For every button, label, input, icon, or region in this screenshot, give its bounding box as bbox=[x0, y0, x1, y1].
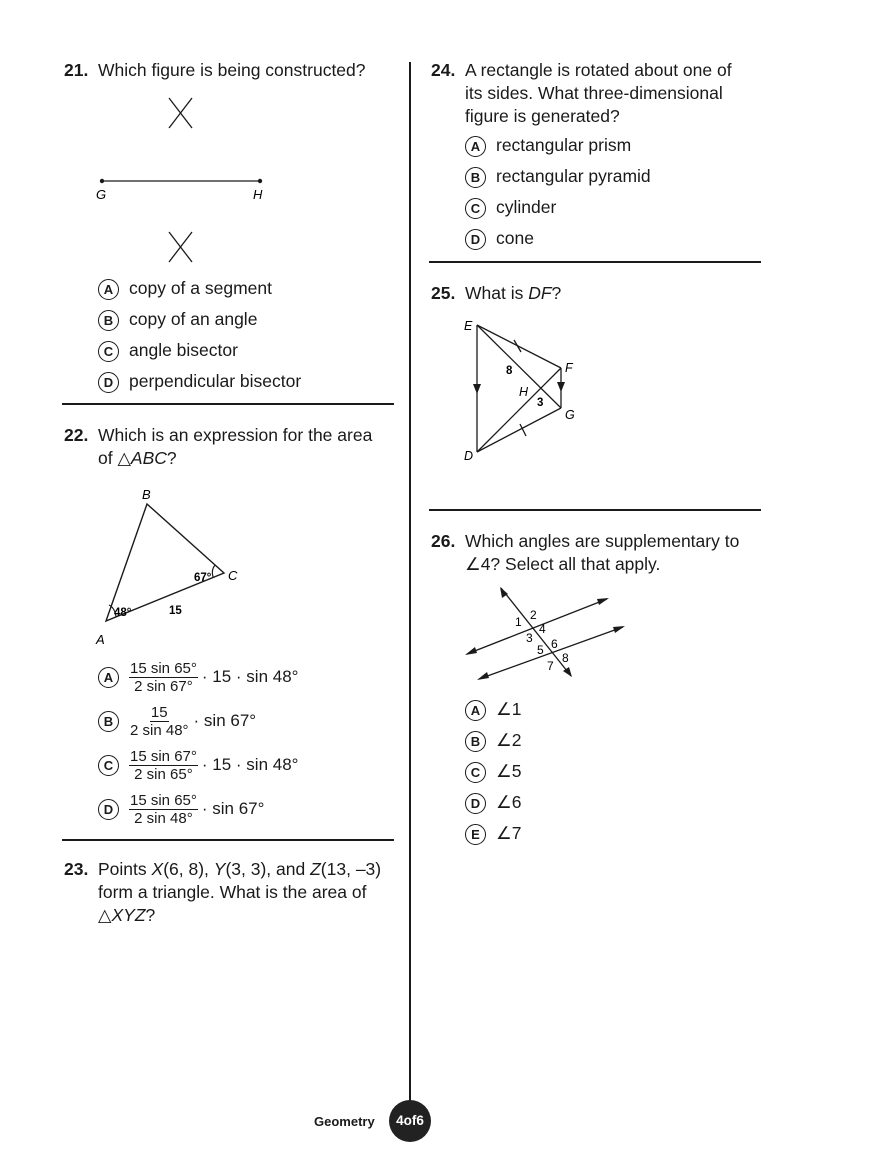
q21-choice-c[interactable] bbox=[98, 338, 238, 362]
angle-label-2: 2 bbox=[530, 608, 537, 622]
angle-c-arc bbox=[212, 565, 215, 577]
question-number: 26. bbox=[431, 531, 456, 551]
choice-text: ∠1 bbox=[496, 699, 522, 719]
angle-label-1: 1 bbox=[515, 615, 522, 629]
choice-letter-a: A bbox=[465, 700, 486, 721]
question-25 bbox=[431, 282, 771, 305]
numerator: 15 bbox=[150, 703, 168, 721]
question-24 bbox=[431, 59, 771, 128]
choice-text: ∠2 bbox=[496, 730, 522, 750]
text-part: What is bbox=[465, 283, 529, 303]
text-part: (13, –3) bbox=[320, 859, 382, 879]
arrow-transversal-top bbox=[500, 587, 508, 598]
choice-text: cylinder bbox=[496, 197, 557, 217]
fraction bbox=[129, 704, 190, 739]
denominator: 2 sin 67° bbox=[134, 677, 193, 695]
choice-text: ∠7 bbox=[496, 823, 522, 843]
label-g: G bbox=[565, 408, 575, 422]
arrow-upper-left bbox=[465, 647, 477, 655]
arrow-fg bbox=[557, 382, 565, 392]
kite-diagram bbox=[455, 312, 585, 472]
q26-choice-a[interactable] bbox=[465, 697, 521, 721]
q24-choice-c[interactable] bbox=[465, 195, 556, 219]
choice-letter-c: C bbox=[98, 341, 119, 362]
text-part: ? bbox=[551, 283, 562, 303]
multiplier: · sin 67° bbox=[193, 711, 257, 731]
q22-choice-c[interactable] bbox=[98, 744, 298, 784]
choice-letter-e: E bbox=[465, 824, 486, 845]
q24-choice-d[interactable] bbox=[465, 226, 534, 250]
upper-arc-marks bbox=[169, 98, 192, 128]
question-text bbox=[465, 282, 771, 305]
text-line1: A rectangle is rotated about one of bbox=[465, 60, 732, 80]
choice-letter-c: C bbox=[465, 198, 486, 219]
q22-choice-d[interactable] bbox=[98, 788, 264, 828]
denominator: 2 sin 48° bbox=[134, 809, 193, 827]
label-h: H bbox=[253, 187, 263, 202]
page-number-badge: 4of6 bbox=[389, 1100, 431, 1142]
angle-c-label: 67° bbox=[194, 572, 212, 584]
multiplier: · 15 · sin 48° bbox=[201, 667, 299, 687]
question-number: 21. bbox=[64, 60, 89, 80]
label-a: A bbox=[96, 632, 105, 647]
segment-df bbox=[477, 368, 561, 452]
point-h bbox=[258, 179, 262, 183]
question-26 bbox=[431, 530, 771, 576]
question-text bbox=[465, 59, 771, 128]
question-text-line1: Which is an expression for the area bbox=[98, 425, 373, 445]
triangle-name: ABC bbox=[130, 448, 167, 468]
q26-choice-b[interactable] bbox=[465, 728, 521, 752]
choice-text: copy of a segment bbox=[129, 278, 272, 298]
question-22 bbox=[64, 424, 404, 470]
point-g bbox=[100, 179, 104, 183]
choice-letter-d: D bbox=[98, 372, 119, 393]
angle-label-4: 4 bbox=[539, 622, 546, 636]
choice-text: rectangular prism bbox=[496, 135, 632, 155]
angle-label-3: 3 bbox=[526, 631, 533, 645]
denominator: 2 sin 48° bbox=[130, 721, 189, 739]
angle-label-5: 5 bbox=[537, 643, 544, 657]
triangle-name: XYZ bbox=[111, 905, 146, 925]
construction-diagram bbox=[90, 92, 290, 272]
point-x: X bbox=[151, 859, 164, 879]
denominator: 2 sin 65° bbox=[134, 765, 193, 783]
triangle-abc bbox=[106, 504, 224, 621]
text-line2: form a triangle. What is the area of bbox=[98, 882, 367, 902]
column-divider bbox=[409, 62, 411, 1122]
choice-letter-d: D bbox=[465, 793, 486, 814]
tick-ef bbox=[514, 340, 521, 352]
question-number: 25. bbox=[431, 283, 456, 303]
choice-letter-b: B bbox=[98, 310, 119, 331]
side-ac-label: 15 bbox=[169, 605, 182, 617]
choice-text: angle bisector bbox=[129, 340, 238, 360]
q26-choice-d[interactable] bbox=[465, 790, 521, 814]
choice-letter-c: C bbox=[98, 755, 119, 776]
point-y: Y bbox=[213, 859, 226, 879]
point-z: Z bbox=[310, 859, 321, 879]
choice-text: ∠5 bbox=[496, 761, 522, 781]
question-text-post: ? bbox=[166, 448, 177, 468]
triangle-symbol: △ bbox=[98, 905, 112, 925]
arrow-lower-right bbox=[613, 626, 625, 633]
choice-text: perpendicular bisector bbox=[129, 371, 302, 391]
q22-choice-a[interactable] bbox=[98, 656, 298, 696]
angle-label-8: 8 bbox=[562, 651, 569, 665]
question-number: 22. bbox=[64, 425, 89, 445]
choice-letter-b: B bbox=[98, 711, 119, 732]
triangle-abc-diagram bbox=[90, 484, 260, 654]
question-text bbox=[98, 424, 404, 470]
q21-choice-a[interactable] bbox=[98, 276, 272, 300]
q21-choice-b[interactable] bbox=[98, 307, 257, 331]
numerator: 15 sin 67° bbox=[130, 747, 197, 765]
text-line2: ∠4? Select all that apply. bbox=[465, 554, 661, 574]
fraction bbox=[129, 792, 198, 827]
choice-letter-b: B bbox=[465, 167, 486, 188]
lower-arc-marks bbox=[169, 232, 192, 262]
choice-letter-c: C bbox=[465, 762, 486, 783]
multiplier: · sin 67° bbox=[201, 799, 265, 819]
text-line2: its sides. What three-dimensional bbox=[465, 83, 723, 103]
angle-a-label: 48° bbox=[114, 607, 132, 619]
text-line3: figure is generated? bbox=[465, 106, 620, 126]
angle-label-6: 6 bbox=[551, 637, 558, 651]
transversal bbox=[501, 588, 571, 676]
label-h: H bbox=[519, 385, 529, 399]
question-23 bbox=[64, 858, 404, 927]
length-eh: 8 bbox=[506, 365, 513, 377]
choice-letter-a: A bbox=[465, 136, 486, 157]
tick-dg bbox=[520, 424, 526, 436]
arrow-ed bbox=[473, 384, 481, 394]
divider-q24-q25 bbox=[429, 261, 761, 263]
choice-letter-a: A bbox=[98, 667, 119, 688]
question-text bbox=[465, 530, 771, 576]
question-mark: ? bbox=[145, 905, 156, 925]
footer-subject: Geometry bbox=[314, 1114, 375, 1129]
question-text-pre: of △ bbox=[98, 448, 131, 468]
choice-text: rectangular pyramid bbox=[496, 166, 651, 186]
label-e: E bbox=[464, 319, 473, 333]
arrow-upper-right bbox=[597, 598, 609, 605]
text-line1: Which angles are supplementary to bbox=[465, 531, 740, 551]
divider-q21-q22 bbox=[62, 403, 394, 405]
segment-ef bbox=[477, 325, 561, 368]
label-b: B bbox=[142, 487, 151, 502]
fraction bbox=[129, 660, 198, 695]
choice-letter-a: A bbox=[98, 279, 119, 300]
label-c: C bbox=[228, 568, 238, 583]
numerator: 15 sin 65° bbox=[130, 659, 197, 677]
label-f: F bbox=[565, 361, 573, 375]
choice-letter-d: D bbox=[98, 799, 119, 820]
q24-choice-a[interactable] bbox=[465, 133, 631, 157]
q22-choice-b[interactable] bbox=[98, 700, 256, 740]
text-part: (3, 3), and bbox=[225, 859, 311, 879]
choice-text: copy of an angle bbox=[129, 309, 258, 329]
length-hg: 3 bbox=[537, 397, 544, 409]
segment-dg bbox=[477, 408, 561, 452]
q21-choice-d[interactable] bbox=[98, 369, 301, 393]
divider-q25-q26 bbox=[429, 509, 761, 511]
q24-choice-b[interactable] bbox=[465, 164, 651, 188]
choice-letter-d: D bbox=[465, 229, 486, 250]
choice-text: cone bbox=[496, 228, 534, 248]
multiplier: · 15 · sin 48° bbox=[201, 755, 299, 775]
text-part: (6, 8), bbox=[163, 859, 214, 879]
choice-letter-b: B bbox=[465, 731, 486, 752]
angle-label-7: 7 bbox=[547, 659, 554, 673]
label-g: G bbox=[96, 187, 107, 202]
q26-choice-c[interactable] bbox=[465, 759, 521, 783]
segment-name: DF bbox=[528, 283, 552, 303]
text-part: Points bbox=[98, 859, 152, 879]
divider-q22-q23 bbox=[62, 839, 394, 841]
q26-choice-e[interactable] bbox=[465, 821, 521, 845]
arrow-lower-left bbox=[477, 672, 489, 680]
choice-text: ∠6 bbox=[496, 792, 522, 812]
label-d: D bbox=[464, 449, 474, 463]
question-text: Which figure is being constructed? bbox=[98, 60, 366, 80]
question-number: 24. bbox=[431, 60, 456, 80]
question-21 bbox=[64, 59, 404, 82]
numerator: 15 sin 65° bbox=[130, 791, 197, 809]
fraction bbox=[129, 748, 198, 783]
question-number: 23. bbox=[64, 859, 89, 879]
parallel-lines-transversal-diagram bbox=[455, 582, 635, 687]
question-text bbox=[98, 858, 404, 927]
